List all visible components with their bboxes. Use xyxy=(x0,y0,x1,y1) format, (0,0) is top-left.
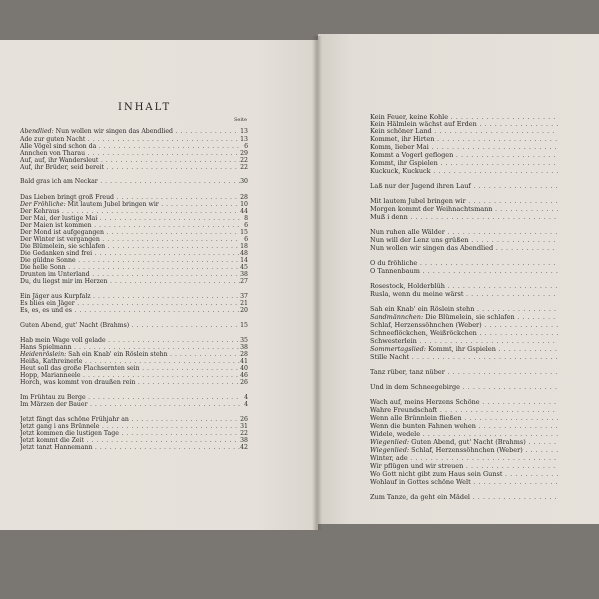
left-entry-page: 6 xyxy=(244,143,248,150)
right-entry-title: Sah ein Knab' ein Röslein stehn . . . xyxy=(370,306,558,313)
left-entry-title: Jetzt kommen die lustigen Tage . . . xyxy=(20,430,240,437)
right-entry-title: O du fröhliche . . . xyxy=(370,260,558,267)
left-entry-page: 22 xyxy=(240,157,248,164)
left-entry-title: Auf, auf, ihr Wandersleut . . . xyxy=(20,157,240,164)
left-entry-title: Hab mein Wage voll gelade . . . xyxy=(20,337,240,344)
right-entry-title: Rosestock, Holderblüh . . . xyxy=(370,283,558,290)
left-entry-page: 26 xyxy=(240,379,248,386)
left-entry-page: 40 xyxy=(240,365,248,372)
left-entry-title: Es, es, es und es . . . xyxy=(20,307,240,314)
left-entry-page: 4 xyxy=(244,401,248,408)
left-entry-page: 35 xyxy=(240,337,248,344)
left-entry-title: Der Maien ist kommen . . . xyxy=(20,222,240,229)
left-entry-title: Die güldne Sonne . . . xyxy=(20,257,240,264)
left-entry-page: 29 xyxy=(240,150,248,157)
left-entry-title: Auf, ihr Brüder, seid bereit . . . xyxy=(20,164,240,171)
left-entry-title: Heut soll das große Flachsernten sein . . . xyxy=(20,365,240,372)
right-entry-title: Schlaf, Herzenssöhnchen (Weber) . . . xyxy=(370,322,558,329)
right-entry-title: O Tannenbaum . . . xyxy=(370,268,558,275)
left-entry-title: Im Frühtau zu Berge . . . xyxy=(20,394,240,401)
left-entry-page: 21 xyxy=(240,300,248,307)
left-entry-page: 22 xyxy=(240,430,248,437)
left-entry-page: 30 xyxy=(240,178,248,185)
right-entry-title: Wahre Freundschaft . . . xyxy=(370,407,558,414)
left-entry-title: Du, du liegst mir im Herzen . . . xyxy=(20,278,240,285)
left-entry-page: 4 xyxy=(244,394,248,401)
right-entry-title: Wo Gott nicht gibt zum Haus sein Gunst . . . xyxy=(370,471,558,478)
right-entry-title: Laß nur der Jugend ihren Lauf . . . xyxy=(370,183,558,190)
right-entry-title: Stille Nacht . . . xyxy=(370,354,558,361)
left-entry-title: Alle Vögel sind schon da . . . xyxy=(20,143,240,150)
right-entry-title: Wir pflügen und wir streuen . . . xyxy=(370,463,558,470)
right-entry-title: Nun will der Lenz uns grüßen . . . xyxy=(370,237,558,244)
left-entry-title: Hopp, Marianneele . . . xyxy=(20,372,240,379)
left-entry-title: Heißa, Kathreinerle . . . xyxy=(20,358,240,365)
right-entry-title: Rusla, wenn du meine wärst . . . xyxy=(370,291,558,298)
left-entry-page: 38 xyxy=(240,344,248,351)
left-entry-page: 38 xyxy=(240,271,248,278)
right-entry-title: Mit lautem Jubel bringen wir . . . xyxy=(370,198,558,205)
right-entry-title: Kein schöner Land . . . xyxy=(370,128,558,135)
left-entry-title: Hans Spielmann . . . xyxy=(20,344,240,351)
right-entry-title: Schneeflöckchen, Weißröckchen . . . xyxy=(370,330,558,337)
left-entry-title: Drunten im Unterland . . . xyxy=(20,271,240,278)
left-entry-title: Der Winter ist vergangen . . . xyxy=(20,236,240,243)
right-entry-title: Sommertagslied: Kommt, ihr Gspielen . . . xyxy=(370,346,558,353)
left-entry-page: 6 xyxy=(244,222,248,229)
left-entry-title: Die helle Sonn . . . xyxy=(20,264,240,271)
book-gutter xyxy=(312,36,322,530)
left-entry-page: 41 xyxy=(240,358,248,365)
left-entry-title: Ein Jäger aus Kurpfalz . . . xyxy=(20,293,240,300)
left-entry-page: 10 xyxy=(240,201,248,208)
left-entry-title: Der Kehraus . . . xyxy=(20,208,240,215)
right-entry-title: Wenn alle Brünnlein fließen . . . xyxy=(370,415,558,422)
right-entry-title: Winter, ade . . . xyxy=(370,455,558,462)
left-entry-page: 8 xyxy=(244,215,248,222)
left-entry-page: 13 xyxy=(240,136,248,143)
left-entry-page: 37 xyxy=(240,293,248,300)
right-entry-title: Kommt a Vogerl geflogen . . . xyxy=(370,152,558,159)
right-entry-title: Kein Feuer, keine Kohle . . . xyxy=(370,114,558,121)
left-entry-title: Abendlied: Nun wollen wir singen das Abendlied . . . xyxy=(20,128,240,135)
left-entry-page: 6 xyxy=(244,236,248,243)
right-entry-title: Kommet, ihr Hirten . . . xyxy=(370,136,558,143)
left-entry-page: 26 xyxy=(240,416,248,423)
right-entry-title: Tanz rüber, tanz nüber . . . xyxy=(370,369,558,376)
left-entry-title: Ännchen von Tharau . . . xyxy=(20,150,240,157)
right-entry-title: Wiegenlied: Guten Abend, gut' Nacht (Brahms) . . . xyxy=(370,439,558,446)
right-entry-title: Kommt, ihr Gspielen . . . xyxy=(370,160,558,167)
left-entry-title: Horch, was kommt von draußen rein . . . xyxy=(20,379,240,386)
right-entry-title: Und in dem Schneegebirge . . . xyxy=(370,384,558,391)
left-entry-page: 18 xyxy=(240,243,248,250)
left-entry-page: 45 xyxy=(240,264,248,271)
left-entry-page: 42 xyxy=(240,444,248,451)
left-entry-page: 31 xyxy=(240,423,248,430)
right-entry-title: Nun ruhen alle Wälder . . . xyxy=(370,229,558,236)
left-entry-title: Die Blümelein, sie schlafen . . . xyxy=(20,243,240,250)
left-entry-title: Das Lieben bringt groß Freud . . . xyxy=(20,194,240,201)
right-entry-title: Zum Tanze, da geht ein Mädel . . . xyxy=(370,494,558,501)
left-entry-title: Ade zur guten Nacht . . . xyxy=(20,136,240,143)
left-page xyxy=(0,40,318,530)
left-entry-page: 22 xyxy=(240,164,248,171)
left-entry-page: 20 xyxy=(240,307,248,314)
left-entry-page: 28 xyxy=(240,194,248,201)
left-entry-page: 44 xyxy=(240,208,248,215)
right-entry-title: Wenn die bunten Fahnen wehen . . . xyxy=(370,423,558,430)
left-entry-page: 28 xyxy=(240,351,248,358)
right-entry-title: Komm, lieber Mai . . . xyxy=(370,144,558,151)
left-entry-title: Es blies ein Jäger . . . xyxy=(20,300,240,307)
left-entry-title: Im Märzen der Bauer . . . xyxy=(20,401,240,408)
right-entry-title: Morgen kommt der Weihnachtsmann . . . xyxy=(370,206,558,213)
left-entry-page: 27 xyxy=(240,278,248,285)
left-entry-page: 48 xyxy=(240,250,248,257)
right-entry-title: Sandmännchen: Die Blümelein, sie schlafen . . . xyxy=(370,314,558,321)
left-entry-page: 46 xyxy=(240,372,248,379)
right-entry-title: Muß i denn . . . xyxy=(370,214,558,221)
page-title: INHALT xyxy=(118,102,172,113)
left-entry-title: Jetzt tanzt Hannemann . . . xyxy=(20,444,240,451)
left-entry-title: Die Gedanken sind frei . . . xyxy=(20,250,240,257)
right-entry-title: Kuckuck, Kuckuck . . . xyxy=(370,168,558,175)
left-entry-page: 15 xyxy=(240,229,248,236)
left-entry-title: Der Fröhliche: Mit lautem Jubel bringen wir . . . xyxy=(20,201,240,208)
left-entry-title: Jetzt gang i ans Brünnele . . . xyxy=(20,423,240,430)
left-entry-title: Guten Abend, gut' Nacht (Brahms) . . . xyxy=(20,322,240,329)
left-entry-title: Bald gras ich am Neckar . . . xyxy=(20,178,240,185)
left-entry-title: Der Mond ist aufgegangen . . . xyxy=(20,229,240,236)
left-entry-title: Jetzt fängt das schöne Frühjahr an . . . xyxy=(20,416,240,423)
page-column-label: Seite xyxy=(234,117,247,123)
right-entry-title: Kein Hälmlein wächst auf Erden . . . xyxy=(370,121,558,128)
left-entry-title: Heidenröslein: Sah ein Knab' ein Röslein stehn . . . xyxy=(20,351,240,358)
right-entry-title: Schwesterlein . . . xyxy=(370,338,558,345)
right-entry-title: Wiegenlied: Schlaf, Herzenssöhnchen (Weber) . . . xyxy=(370,447,558,454)
left-entry-page: 14 xyxy=(240,257,248,264)
left-entry-page: 13 xyxy=(240,128,248,135)
left-entry-page: 15 xyxy=(240,322,248,329)
left-entry-page: 38 xyxy=(240,437,248,444)
left-entry-title: Der Mai, der lustige Mai . . . xyxy=(20,215,240,222)
right-entry-title: Widele, wedele . . . xyxy=(370,431,558,438)
right-entry-title: Nun wollen wir singen das Abendlied . . . xyxy=(370,245,558,252)
right-entry-title: Wohlauf in Gottes schöne Welt . . . xyxy=(370,479,558,486)
right-entry-title: Wach auf, meins Herzens Schöne . . . xyxy=(370,399,558,406)
left-entry-title: Jetzt kommt die Zeit . . . xyxy=(20,437,240,444)
